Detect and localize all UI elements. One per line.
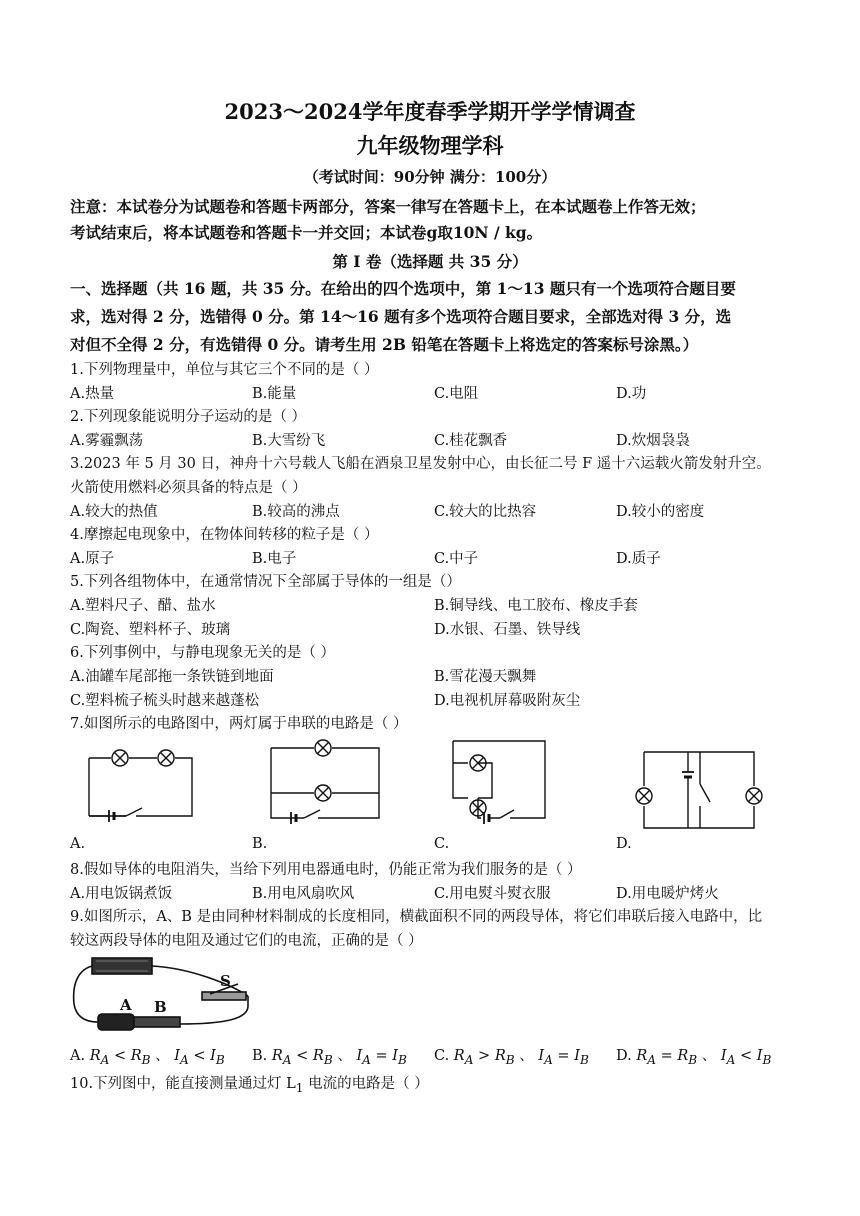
q2-option-b: B.大雪纷飞 [252,433,326,449]
question-5-stem: 5.下列各组物体中，在通常情况下全部属于导体的一组是（） [70,574,461,590]
q9-label-a: A [120,996,132,1014]
q7-option-d: D. [616,836,632,852]
q7-option-c: C. [434,836,450,852]
q9-label-b: B [154,998,167,1016]
q6-option-b: B.雪花漫天飘舞 [434,669,537,685]
q9-label-s: S [220,972,231,990]
q5-option-c: C.陶瓷、塑料杯子、玻璃 [70,622,231,638]
exam-info: （考试时间：90分钟 满分：100分） [303,168,557,186]
q1-option-c: C.电阻 [434,386,479,402]
q9-figure [70,954,260,1036]
q1-option-b: B.能量 [252,386,297,402]
q2-option-a: A.雾霾飘荡 [70,433,144,449]
q6-option-c: C.塑料梳子梳头时越来越蓬松 [70,693,260,709]
q5-option-b: B.铜导线、电工胶布、橡皮手套 [434,598,638,614]
question-4-stem: 4.摩擦起电现象中，在物体间转移的粒子是（ ） [70,527,379,543]
section-title: 第 I 卷（选择题 共 35 分） [332,252,528,271]
q3-option-b: B.较高的沸点 [252,504,340,520]
question-9-stem: 9.如图所示，A、B 是由同种材料制成的长度相同，横截面积不同的两段导体，将它们串联后接入电路中，比 [70,909,763,925]
q8-option-a: A.用电饭锅煮饭 [70,886,173,902]
section-instruction-3: 对但不全得 2 分，有选错得 0 分。请考生用 2B 铅笔在答题卡上将选定的答案标号涂黑。） [70,335,699,354]
q5-option-d: D.水银、石墨、铁导线 [434,622,581,638]
q8-option-c: C.用电熨斗熨衣服 [434,886,551,902]
section-instruction-1: 一、选择题（共 16 题，共 35 分。在给出的四个选项中，第 1～13 题只有一个选项符合题目要 [70,279,736,298]
q3-option-a: A.较大的热值 [70,504,158,520]
q7-circuit-a [84,740,199,822]
notice-line-1: 注意：本试卷分为试题卷和答题卡两部分，答案一律写在答题卡上，在本试题卷上作答无效； [70,197,706,216]
q4-option-b: B.电子 [252,551,297,567]
exam-title: 2023～2024学年度春季学期开学学情调查 [224,99,636,124]
q4-option-d: D.质子 [616,551,661,567]
question-3-stem: 3.2023 年 5 月 30 日，神舟十六号载人飞船在酒泉卫星发射中心，由长征二号 F 遥十六运载火箭发射升空。 [70,456,771,472]
q4-option-c: C.中子 [434,551,479,567]
q9-option-b: B. $R_A < R_B$ 、 $I_A = I_B$ [252,1048,407,1067]
q6-option-d: D.电视机屏幕吸附灰尘 [434,693,581,709]
q7-circuit-b [266,738,386,824]
question-3-stem-2: 火箭使用燃料必须具备的特点是（ ） [70,480,307,496]
question-9-stem-2: 较这两段导体的电阻及通过它们的电流，正确的是（ ） [70,933,423,949]
question-8-stem: 8.假如导体的电阻消失，当给下列用电器通电时，仍能正常为我们服务的是（ ） [70,862,582,878]
question-1-stem: 1.下列物理量中，单位与其它三个不同的是（ ） [70,362,379,378]
q3-option-d: D.较小的密度 [616,504,705,520]
notice-line-2: 考试结束后，将本试题卷和答题卡一并交回；本试卷g取10N / kg。 [70,223,543,242]
question-6-stem: 6.下列事例中，与静电现象无关的是（ ） [70,645,335,661]
q2-option-d: D.炊烟袅袅 [616,433,690,449]
q2-option-c: C.桂花飘香 [434,433,508,449]
question-2-stem: 2.下列现象能说明分子运动的是（ ） [70,409,306,425]
q1-option-d: D.功 [616,386,647,402]
q9-option-c: C. $R_A > R_B$ 、 $I_A = I_B$ [434,1048,589,1067]
exam-subject: 九年级物理学科 [356,133,504,158]
q5-option-a: A.塑料尺子、醋、盐水 [70,598,216,614]
q6-option-a: A.油罐车尾部拖一条铁链到地面 [70,669,274,685]
q7-circuit-c [448,738,550,824]
question-7-stem: 7.如图所示的电路图中，两灯属于串联的电路是（ ） [70,716,408,732]
q9-option-d: D. $R_A = R_B$ 、 $I_A < I_B$ [616,1048,772,1067]
q3-option-c: C.较大的比热容 [434,504,537,520]
q8-option-b: B.用电风扇吹风 [252,886,355,902]
q7-circuit-d [630,744,768,830]
q4-option-a: A.原子 [70,551,115,567]
q9-option-a: A. $R_A < R_B$ 、 $I_A < I_B$ [70,1048,225,1067]
section-instruction-2: 求，选对得 2 分，选错得 0 分。第 14～16 题有多个选项符合题目要求，全部选对得 3 分，选 [70,307,732,326]
q7-option-b: B. [252,836,268,852]
q1-option-a: A.热量 [70,386,115,402]
question-10-stem: 10.下列图中，能直接测量通过灯 $L_1$ 电流的电路是（ ） [70,1076,429,1095]
q7-option-a: A. [70,836,86,852]
q8-option-d: D.用电暖炉烤火 [616,886,719,902]
